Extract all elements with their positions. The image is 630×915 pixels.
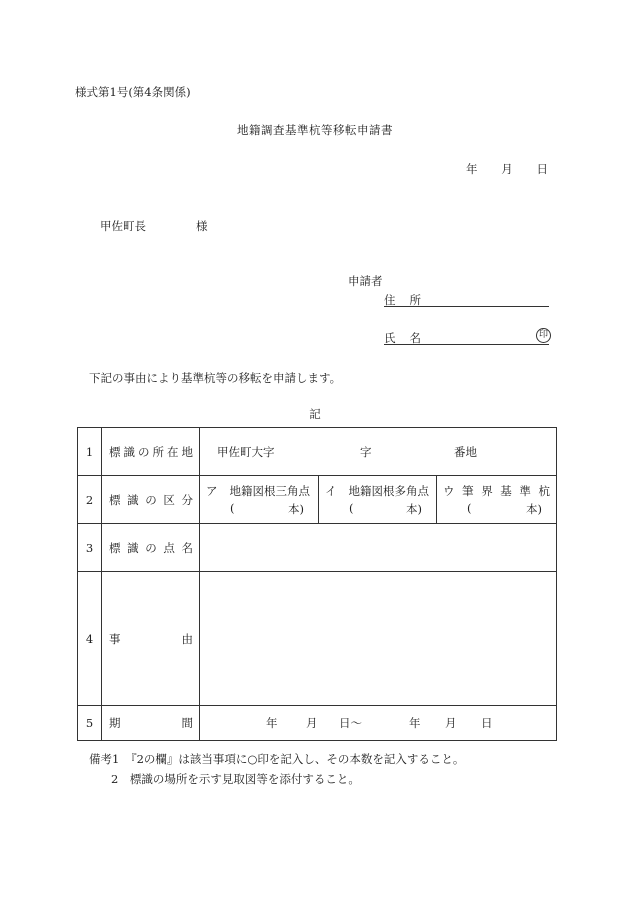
row-label-location: 標 識 の 所 在 地 [102, 428, 200, 476]
option-u-cell[interactable]: ウ 筆 界 基 準 杭 ( 本) [437, 476, 557, 524]
row-number: 5 [78, 706, 102, 741]
row-label-classification: 標 識 の 区 分 [102, 476, 200, 524]
table-row [78, 572, 557, 706]
intro-text: 下記の事由により基準杭等の移転を申請します。 [89, 371, 342, 385]
banchi-label: 番地 [454, 444, 477, 459]
form-number: 様式第1号(第4条関係) [75, 85, 191, 99]
addressee-name: 甲佐町長 [100, 219, 146, 233]
row-label-period: 期 間 [102, 706, 200, 741]
point-name-field[interactable] [200, 524, 557, 572]
address-label: 住 所 [384, 293, 421, 307]
date-month: 月 [501, 162, 513, 176]
table-row [78, 706, 557, 741]
date-day: 日 [536, 162, 548, 176]
location-field[interactable] [200, 428, 557, 476]
period-field[interactable]: 年 月 日〜 年 月 日 [200, 706, 557, 741]
option-i-cell[interactable]: イ 地籍図根多角点 ( 本) [319, 476, 437, 524]
table-row [78, 428, 557, 476]
application-table [77, 427, 557, 741]
town-label: 甲佐町大字 [217, 444, 275, 459]
aza-label: 字 [360, 444, 372, 459]
note-1: 備考1 『2の欄』は該当事項に○印を記入し、その本数を記入すること。 [89, 752, 465, 766]
name-field[interactable] [384, 330, 549, 345]
row-number: 1 [78, 428, 102, 476]
row-number: 2 [78, 476, 102, 524]
document-title: 地籍調査基準杭等移転申請書 [237, 123, 393, 137]
row-number: 3 [78, 524, 102, 572]
row-number: 4 [78, 572, 102, 706]
note-2: 2 標識の場所を示す見取図等を添付すること。 [111, 772, 360, 786]
ki-heading: 記 [309, 407, 321, 421]
row-label-point-name: 標 識 の 点 名 [102, 524, 200, 572]
submission-date [466, 161, 548, 177]
addressee [100, 218, 208, 234]
name-label: 氏 名 [384, 331, 421, 345]
table-row [78, 476, 557, 524]
seal-mark: 印 [536, 328, 551, 343]
option-a-cell[interactable]: ア 地籍図根三角点 ( 本) [200, 476, 319, 524]
table-row [78, 524, 557, 572]
row-label-reason: 事 由 [102, 572, 200, 706]
addressee-honorific: 様 [196, 219, 208, 233]
date-year: 年 [466, 162, 478, 176]
reason-field[interactable] [200, 572, 557, 706]
applicant-label: 申請者 [348, 274, 383, 288]
address-field[interactable] [384, 292, 549, 307]
